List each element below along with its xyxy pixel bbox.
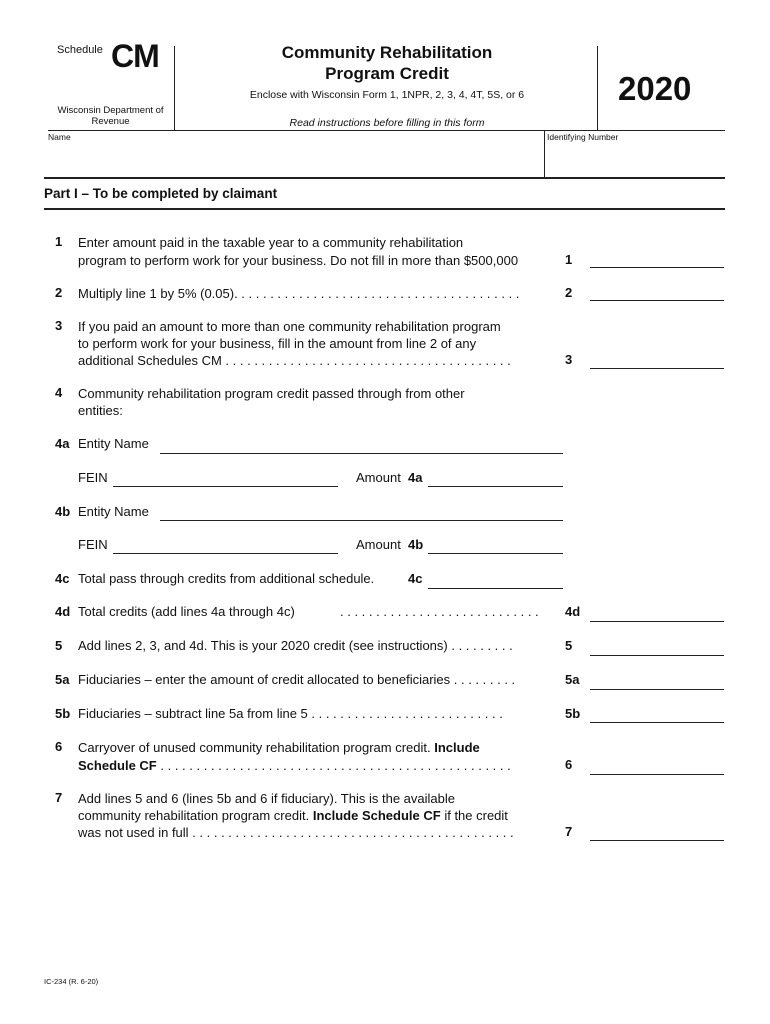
name-top-rule <box>48 130 725 131</box>
line2-number: 2 <box>55 285 63 300</box>
line7-text-2c: if the credit <box>444 808 508 823</box>
line7-text-2b: Include Schedule CF <box>312 808 441 823</box>
line7-text-2a: community rehabilitation program credit. <box>78 808 310 823</box>
line6-text-1b: Include <box>434 740 480 755</box>
header-divider-right <box>597 46 598 130</box>
line4d-dots: . . . . . . . . . . . . . . . . . . . . . . . . . . . . <box>340 604 539 619</box>
line4b-entity-field[interactable] <box>160 520 563 521</box>
line4a-amount-field[interactable] <box>428 486 563 487</box>
line3-number: 3 <box>55 318 63 333</box>
line4a-number: 4a <box>55 436 70 451</box>
line3-amount-field[interactable] <box>590 368 724 369</box>
line7-number: 7 <box>55 790 63 805</box>
line4c-amount-field[interactable] <box>428 588 563 589</box>
line5b-number: 5b <box>55 706 71 721</box>
line6-text-1 <box>78 739 480 756</box>
line4-number: 4 <box>55 385 63 400</box>
line4b-ref: 4b <box>408 537 424 552</box>
line2-text: Multiply line 1 by 5% (0.05). . . . . . . . . . . . . . . . . . . . . . . . . . . . . . . . . . . . . . . . <box>78 286 520 301</box>
schedule-label: Schedule <box>57 44 103 56</box>
line1-number: 1 <box>55 234 63 249</box>
line3-text-1: If you paid an amount to more than one community rehabilitation program <box>78 319 501 334</box>
line3-text-3: additional Schedules CM . . . . . . . . . . . . . . . . . . . . . . . . . . . . . . . . . . . . . . . . <box>78 353 511 368</box>
line4d-ref: 4d <box>565 604 581 619</box>
header-divider-left <box>174 46 175 130</box>
line4d-number: 4d <box>55 604 71 619</box>
line1-amount-field[interactable] <box>590 267 724 268</box>
form-title <box>232 42 542 84</box>
line4a-fein-field[interactable] <box>113 486 338 487</box>
line5-text: Add lines 2, 3, and 4d. This is your 2020 credit (see instructions) . . . . . . . . . <box>78 638 513 653</box>
line4c-ref: 4c <box>408 571 423 586</box>
line4b-amount-field[interactable] <box>428 553 563 554</box>
department-name: Wisconsin Department of Revenue <box>57 105 164 127</box>
line4b-number: 4b <box>55 504 71 519</box>
line6-ref: 6 <box>565 757 573 772</box>
line4a-entity-label: Entity Name <box>78 436 149 451</box>
line6-text-1a: Carryover of unused community rehabilitation program credit. <box>78 740 431 755</box>
tax-year: 2020 <box>618 70 692 107</box>
part1-rule <box>44 208 725 210</box>
line1-text-2: program to perform work for your business. Do not fill in more than $500,000 <box>78 253 519 268</box>
line1-ref: 1 <box>565 252 573 267</box>
line4a-entity-field[interactable] <box>160 453 563 454</box>
line6-number: 6 <box>55 739 63 754</box>
line5a-number: 5a <box>55 672 70 687</box>
line2-ref: 2 <box>565 285 573 300</box>
line6-text-2 <box>78 757 556 774</box>
line4a-amount-label: Amount <box>356 470 401 485</box>
line7-ref: 7 <box>565 824 573 839</box>
line5a-text: Fiduciaries – enter the amount of credit allocated to beneficiaries . . . . . . . . . <box>78 672 516 687</box>
line5a-ref: 5a <box>565 672 580 687</box>
line3-ref: 3 <box>565 352 573 367</box>
form-title-line1: Community Rehabilitation <box>281 43 493 62</box>
name-label: Name <box>48 132 71 142</box>
line1-text-1: Enter amount paid in the taxable year to a community rehabilitation <box>78 235 464 250</box>
name-bottom-rule <box>44 177 725 179</box>
name-id-divider <box>544 130 545 177</box>
line4c-number: 4c <box>55 571 70 586</box>
line4-text-2: entities: <box>78 403 123 418</box>
line4b-fein-label: FEIN <box>78 537 108 552</box>
form-title-line2: Program Credit <box>325 64 449 83</box>
line6-text-2a: Schedule CF <box>78 758 157 773</box>
line4b-amount-label: Amount <box>356 537 401 552</box>
line7-text-1: Add lines 5 and 6 (lines 5b and 6 if fiduciary). This is the available <box>78 791 455 806</box>
line4-text-1: Community rehabilitation program credit passed through from other <box>78 386 465 401</box>
line6-text-2b: . . . . . . . . . . . . . . . . . . . . . . . . . . . . . . . . . . . . . . . . . . . . . . . . . <box>160 758 511 773</box>
read-instructions: Read instructions before filling in this form <box>289 117 485 129</box>
line4b-entity-label: Entity Name <box>78 504 149 519</box>
enclose-note: Enclose with Wisconsin Form 1, 1NPR, 2, 3, 4, 4T, 5S, or 6 <box>249 89 525 101</box>
line7-text-2 <box>78 807 508 824</box>
line2-amount-field[interactable] <box>590 300 724 301</box>
line4a-ref: 4a <box>408 470 423 485</box>
line4a-fein-label: FEIN <box>78 470 108 485</box>
part1-heading: Part I – To be completed by claimant <box>44 186 278 201</box>
line5-amount-field[interactable] <box>590 655 724 656</box>
line7-amount-field[interactable] <box>590 840 724 841</box>
line5b-text: Fiduciaries – subtract line 5a from line 5 . . . . . . . . . . . . . . . . . . . . . . . . . . . <box>78 706 503 721</box>
schedule-code: CM <box>111 38 159 74</box>
form-id: IC-234 (R. 6-20) <box>44 977 99 986</box>
line5-number: 5 <box>55 638 63 653</box>
line4d-text: Total credits (add lines 4a through 4c) <box>78 604 295 619</box>
line5-ref: 5 <box>565 638 573 653</box>
line4d-amount-field[interactable] <box>590 621 724 622</box>
line4c-text: Total pass through credits from additional schedule. <box>78 571 375 586</box>
line5b-ref: 5b <box>565 706 581 721</box>
id-number-label: Identifying Number <box>547 132 619 142</box>
line7-text-3: was not used in full . . . . . . . . . . . . . . . . . . . . . . . . . . . . . . . . . . . . . . . . . . . . . <box>78 825 514 840</box>
line6-amount-field[interactable] <box>590 774 724 775</box>
line4b-fein-field[interactable] <box>113 553 338 554</box>
line5a-amount-field[interactable] <box>590 689 724 690</box>
line5b-amount-field[interactable] <box>590 722 724 723</box>
line3-text-2: to perform work for your business, fill in the amount from line 2 of any <box>78 336 477 351</box>
